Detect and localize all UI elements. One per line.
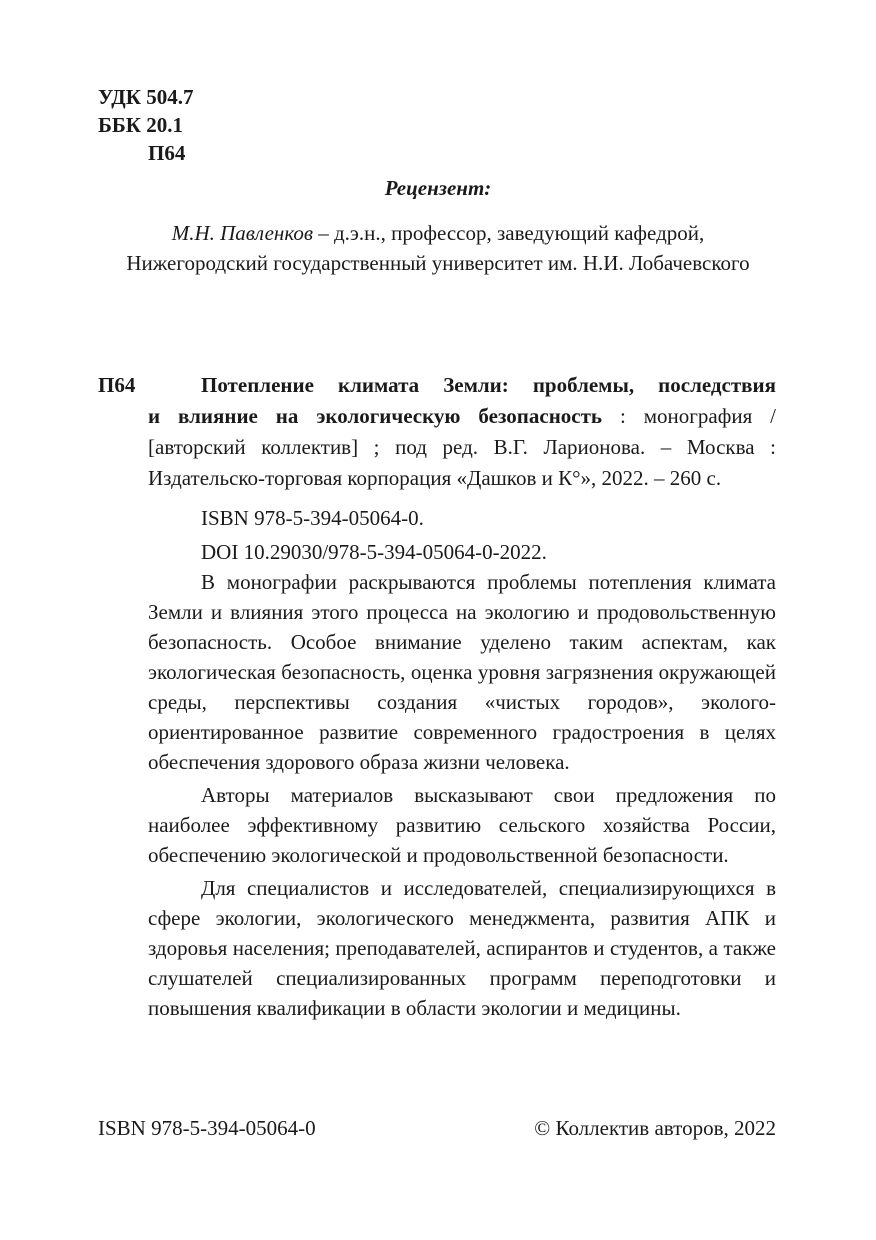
reviewer-name: М.Н. Павленков bbox=[171, 221, 313, 245]
author-sign: П64 bbox=[148, 141, 186, 165]
reviewer-heading: Рецензент: bbox=[384, 176, 492, 200]
abstract-paragraph-2: Авторы материалов высказывают свои предложения по наиболее эффективному развитию сельского хозяйства России, обеспечению экологической и продовольственной безопасности. bbox=[148, 783, 776, 867]
abstract-paragraph-1: В монографии раскрываются проблемы потепления климата Земли и влияния этого процесса на экологию и продовольственную безопасность. Особое внимание уделено таким аспектам, как экологическая безопасность, оценка уровня загрязнения окружающей среды, перспективы создания «чистых городов», эколого-ориентированное развитие современного градостроения в целях обеспечения здорового образа жизни человека. bbox=[148, 570, 776, 774]
reviewer-details: – д.э.н., профессор, заведующий кафедрой, bbox=[312, 221, 705, 245]
classification-codes bbox=[98, 83, 193, 167]
identifiers bbox=[201, 501, 547, 569]
title-line-1: Потепление климата Земли: проблемы, последствия bbox=[201, 373, 776, 397]
title-line-2: и влияние на экологическую безопасность bbox=[148, 404, 603, 428]
bbk-code: ББК 20.1 bbox=[98, 113, 183, 137]
reviewer-line-1 bbox=[0, 218, 876, 248]
reviewer-affiliation: Нижегородский государственный университет им. Н.И. Лобачевского bbox=[126, 251, 750, 275]
copyright: © Коллектив авторов, 2022 bbox=[534, 1116, 776, 1140]
reviewer-block bbox=[0, 218, 876, 278]
footer bbox=[98, 1116, 776, 1141]
bibliographic-description bbox=[148, 370, 776, 494]
entry-code: П64 bbox=[98, 373, 136, 397]
abstract bbox=[148, 567, 776, 1026]
abstract-paragraph-3: Для специалистов и исследователей, специализирующихся в сфере экологии, экологического менеджмента, развития АПК и здоровья населения; преподавателей, аспирантов и студентов, а также слушателей специализированных программ переподготовки и повышения квалификации в области экологии и медицины. bbox=[148, 876, 776, 1020]
doi-line: DOI 10.29030/978-5-394-05064-0-2022. bbox=[201, 540, 547, 564]
isbn-line: ISBN 978-5-394-05064-0. bbox=[201, 506, 424, 530]
publication-details: : монография / [авторский коллектив] ; под ред. В.Г. Ларионова. – Москва : Издательско-торговая корпорация «Дашков и К°», 2022. – 260 с. bbox=[148, 404, 777, 490]
footer-isbn: ISBN 978-5-394-05064-0 bbox=[98, 1116, 316, 1140]
udk-code: УДК 504.7 bbox=[98, 85, 194, 109]
